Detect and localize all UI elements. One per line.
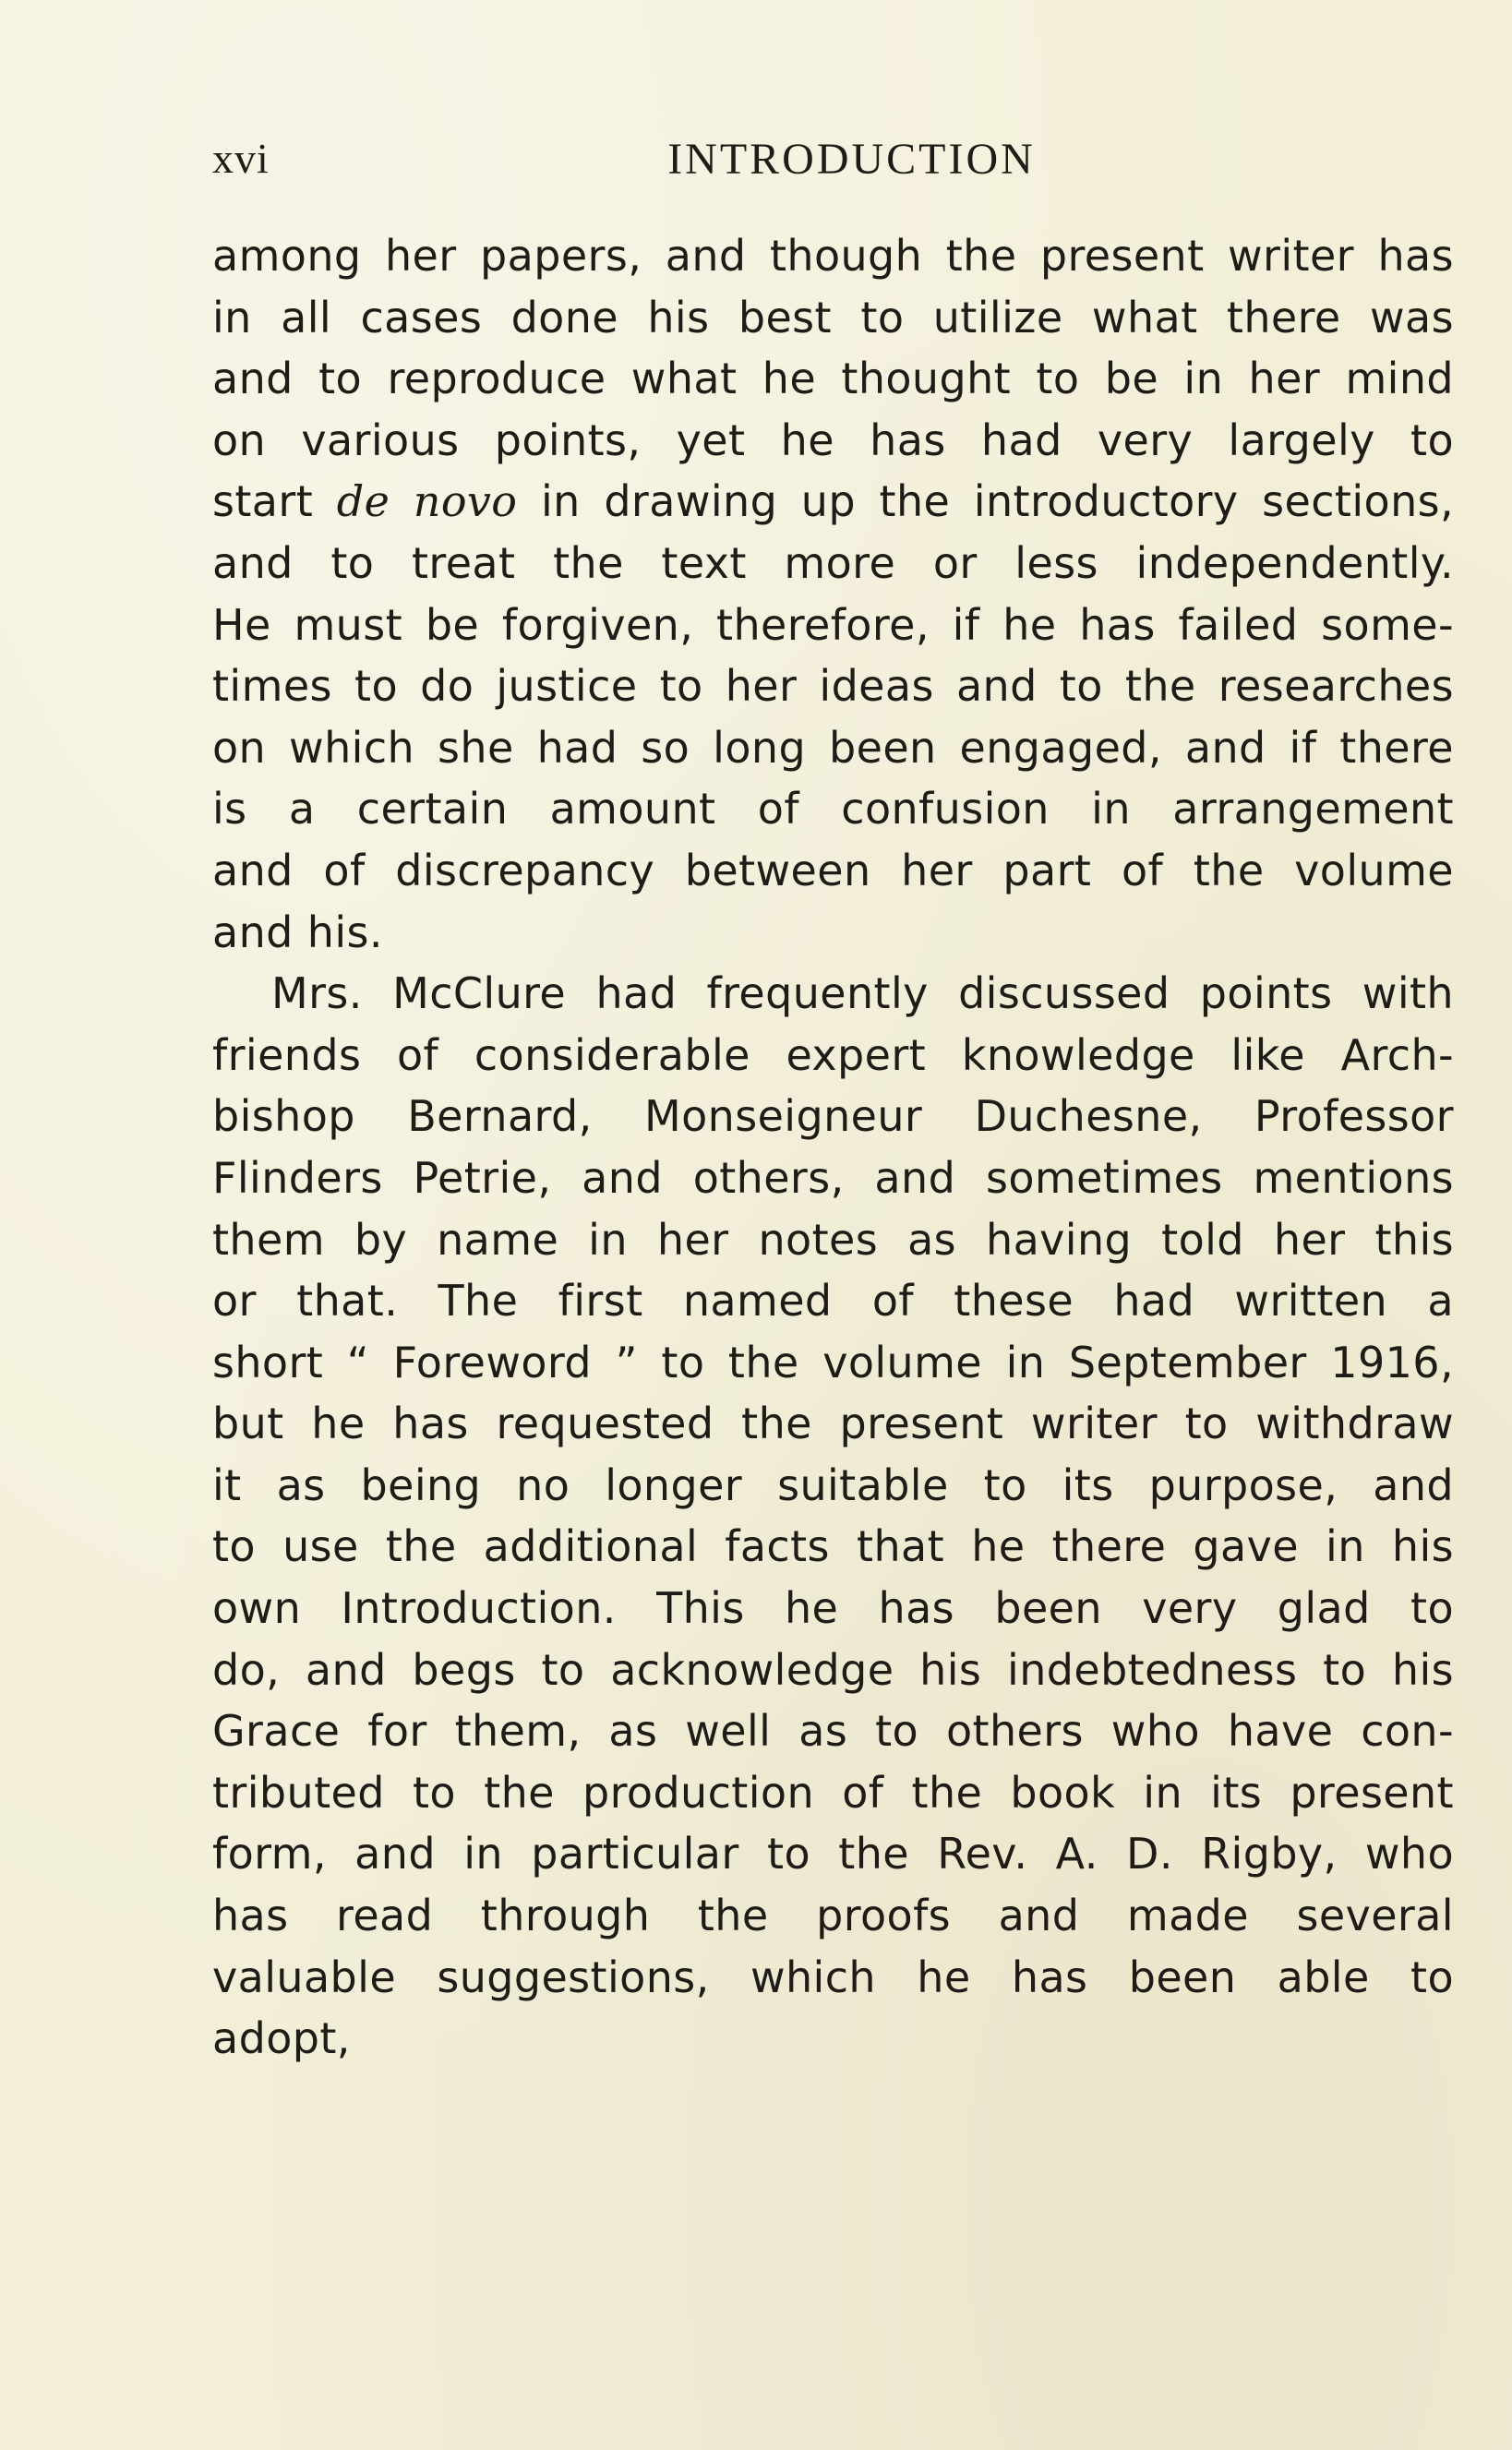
text-line-with-italic	[212, 471, 1454, 533]
text-line: Flinders Petrie, and others, and sometimes mentions	[212, 1152, 1454, 1203]
text-line: He must be forgiven, therefore, if he has failed some-	[212, 599, 1454, 650]
text-line: Mrs. McClure had frequently discussed points with	[271, 968, 1454, 1019]
running-title: INTRODUCTION	[667, 135, 1036, 184]
text-line: and of discrepancy between her part of the volume	[212, 845, 1454, 895]
text-line: and his.	[212, 907, 383, 957]
paragraph-1	[212, 225, 1454, 963]
italic-phrase: de novo	[336, 476, 518, 527]
text-line: among her papers, and though the present writer has	[212, 231, 1454, 281]
text-line: friends of considerable expert knowledge like Arch-	[212, 1029, 1454, 1080]
text-line: has read through the proofs and made several	[212, 1891, 1454, 1941]
text-line: adopt,	[212, 2013, 351, 2064]
paragraph-2	[212, 963, 1454, 2070]
text-line: times to do justice to her ideas and to the researches	[212, 661, 1454, 712]
text-line: on various points, yet he has had very largely to	[212, 414, 1454, 465]
text-segment: in drawing up the introductory sections,	[517, 476, 1455, 527]
text-line: it as being no longer suitable to its purpose, and	[212, 1459, 1454, 1510]
text-line: and to treat the text more or less independently.	[212, 537, 1454, 588]
text-line: own Introduction. This he has been very glad to	[212, 1583, 1454, 1634]
page-number: xvi	[212, 135, 270, 182]
text-line: form, and in particular to the Rev. A. D. Rigby, who	[212, 1829, 1454, 1880]
text-line: short “ Foreword ” to the volume in September 1916,	[212, 1337, 1454, 1387]
text-line: bishop Bernard, Monseigneur Duchesne, Professor	[212, 1091, 1454, 1142]
text-line: do, and begs to acknowledge his indebtedness to his	[212, 1644, 1454, 1695]
text-line: or that. The first named of these had written a	[212, 1276, 1454, 1327]
text-line: is a certain amount of confusion in arrangement	[212, 784, 1454, 835]
text-line: but he has requested the present writer to withdraw	[212, 1399, 1454, 1449]
text-line: tributed to the production of the book in its present	[212, 1767, 1454, 1818]
text-line: in all cases done his best to utilize what there was	[212, 292, 1454, 342]
text-line: them by name in her notes as having told her this	[212, 1214, 1454, 1265]
text-line: to use the additional facts that he there gave in his	[212, 1521, 1454, 1572]
text-segment: start	[212, 476, 337, 527]
text-line: on which she had so long been engaged, and if there	[212, 722, 1454, 773]
text-line: and to reproduce what he thought to be in her mind	[212, 354, 1454, 404]
running-head	[212, 134, 1454, 189]
body-text	[212, 225, 1454, 2070]
text-line: Grace for them, as well as to others who have con-	[212, 1706, 1454, 1757]
text-line: valuable suggestions, which he has been able to	[212, 1952, 1454, 2002]
